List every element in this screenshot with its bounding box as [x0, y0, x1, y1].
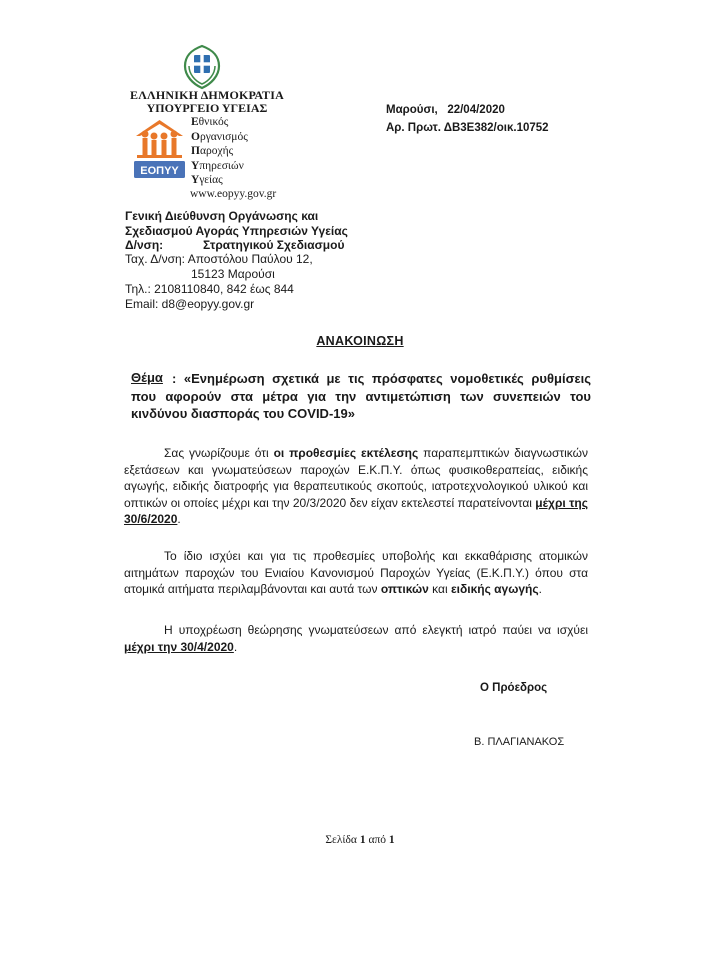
body-paragraph: Το ίδιο ισχύει και για τις προθεσμίες υποβολής και εκκαθάρισης ατομικών αιτημάτων παροχών του Ενιαίου Κανονισμού Παροχών Υγείας (Ε.Κ.Π.Υ.) όπου στα ατομικά αιτήματα περιλαμβάνονται και αυτά των οπτικών και ειδικής αγωγής.: [124, 549, 588, 596]
place-date: Μαρούσι, 22/04/2020: [386, 104, 505, 116]
greek-emblem-icon: [181, 44, 223, 90]
division-row: [125, 238, 348, 253]
dept-line: Γενική Διεύθυνση Οργάνωσης και: [125, 209, 319, 223]
eopyy-logo: [133, 114, 186, 180]
org-line: Υγείας: [191, 174, 223, 187]
subject-label: Θέμα: [131, 370, 163, 385]
org-line: Παροχής: [191, 145, 234, 158]
org-line: Εθνικός: [191, 116, 229, 128]
address-line: Ταχ. Δ/νση: Αποστόλου Παύλου 12,: [125, 252, 313, 266]
email[interactable]: Email: d8@eopyy.gov.gr: [125, 297, 255, 311]
government-name: ΕΛΛΗΝΙΚΗ ΔΗΜΟΚΡΑΤΙΑ: [130, 88, 284, 102]
organization-name: [191, 115, 248, 188]
address-line: 15123 Μαρούσι: [191, 267, 275, 281]
department-block: [125, 209, 348, 253]
body-paragraph: Η υποχρέωση θεώρησης γνωματεύσεων από ελεγκτή ιατρό παύει να ισχύει μέχρι την 30/4/2020.: [124, 623, 588, 654]
logo-text: ΕΟΠΥΥ: [140, 165, 179, 177]
org-line: Υπηρεσιών: [191, 159, 244, 172]
signature-name: Β. ΠΛΑΓΙΑΝΑΚΟΣ: [474, 736, 565, 748]
subject-text: : «Ενημέρωση σχετικά με τις πρόσφατες νομοθετικές ρυθμίσεις που αφορούν στα μέτρα για την αντιμετώπιση των συνεπειών του κινδύνου διασποράς του COVID-19»: [131, 371, 591, 421]
page-number: Σελίδα 1 από 1: [325, 834, 395, 846]
website-link[interactable]: www.eopyy.gov.gr: [190, 188, 277, 200]
contact-block: [125, 252, 313, 312]
ministry-name: ΥΠΟΥΡΓΕΙΟ ΥΓΕΙΑΣ: [146, 101, 268, 115]
dept-line: Σχεδιασμού Αγοράς Υπηρεσιών Υγείας: [125, 223, 348, 238]
protocol-number: Αρ. Πρωτ. ΔΒ3Ε382/οικ.10752: [386, 122, 549, 134]
signature-title: Ο Πρόεδρος: [480, 682, 548, 694]
division-value: Στρατηγικού Σχεδιασμού: [203, 238, 345, 252]
body-paragraph: Σας γνωρίζουμε ότι οι προθεσμίες εκτέλεσης παραπεμπτικών διαγνωστικών εξετάσεων και γνωματεύσεων παροχών Ε.Κ.Π.Υ. όπως φυσικοθεραπείας, ειδικής αγωγής, ειδικής διατροφής για θεραπευτικούς σκοπούς, ιατροτεχνολογικού υλικού και οπτικών οι οποίες μέχρι και την 20/3/2020 δεν είχαν εκτελεστεί παρατείνονται μέχρι της 30/6/2020.: [124, 446, 588, 526]
phone: Τηλ.: 2108110840, 842 έως 844: [125, 282, 294, 296]
division-label: Δ/νση:: [125, 238, 164, 252]
org-line: Οργανισμός: [191, 130, 248, 143]
document-title: ΑΝΑΚΟΙΝΩΣΗ: [316, 334, 404, 348]
